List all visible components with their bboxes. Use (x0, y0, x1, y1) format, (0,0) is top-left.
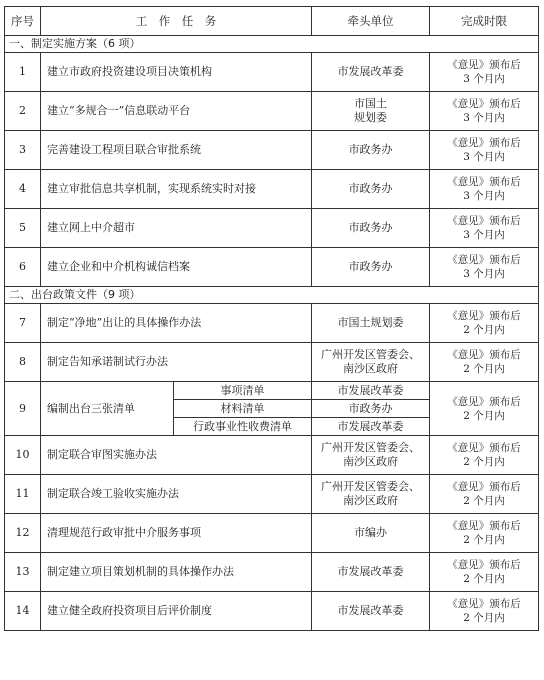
table-row (5, 436, 539, 475)
row-task: 建立“多规合一”信息联动平台 (41, 92, 312, 131)
row-no: 10 (5, 436, 41, 475)
row-no: 5 (5, 209, 41, 248)
row-no: 2 (5, 92, 41, 131)
row-no: 11 (5, 475, 41, 514)
table-row (5, 553, 539, 592)
row-unit: 广州开发区管委会、 南沙区政府 (312, 343, 430, 382)
header-unit: 牵头单位 (312, 7, 430, 36)
row-task: 制定告知承诺制试行办法 (41, 343, 312, 382)
row-unit: 市政务办 (312, 131, 430, 170)
row-no: 3 (5, 131, 41, 170)
row-task: 制定联合审图实施办法 (41, 436, 312, 475)
row-unit: 市政务办 (312, 248, 430, 287)
section-title-1: 一、制定实施方案（6 项） (5, 36, 539, 53)
row-deadline: 《意见》颁布后 2 个月内 (430, 382, 539, 436)
table-row (5, 343, 539, 382)
header-task: 工 作 任 务 (41, 7, 312, 36)
row-task: 建立审批信息共享机制，实现系统实时对接 (41, 170, 312, 209)
row-unit: 市编办 (312, 514, 430, 553)
row-task: 建立市政府投资建设项目决策机构 (41, 53, 312, 92)
row-no: 12 (5, 514, 41, 553)
row-no: 7 (5, 304, 41, 343)
row-task: 建立企业和中介机构诚信档案 (41, 248, 312, 287)
row-unit: 广州开发区管委会、 南沙区政府 (312, 475, 430, 514)
row-task: 制定建立项目策划机制的具体操作办法 (41, 553, 312, 592)
table-row (5, 170, 539, 209)
row-deadline: 《意见》颁布后 2 个月内 (430, 592, 539, 631)
row-task: 制定“净地”出让的具体操作办法 (41, 304, 312, 343)
row-no: 6 (5, 248, 41, 287)
table-row (5, 592, 539, 631)
sub-list-name: 行政事业性收费清单 (174, 418, 312, 436)
row-deadline: 《意见》颁布后 3 个月内 (430, 131, 539, 170)
row-unit: 广州开发区管委会、 南沙区政府 (312, 436, 430, 475)
row-no: 13 (5, 553, 41, 592)
row-no: 1 (5, 53, 41, 92)
table-row (5, 248, 539, 287)
row-unit: 市政务办 (312, 400, 430, 418)
table-row (5, 53, 539, 92)
row-deadline: 《意见》颁布后 3 个月内 (430, 209, 539, 248)
table-row (5, 382, 539, 400)
row-deadline: 《意见》颁布后 3 个月内 (430, 53, 539, 92)
sub-list-name: 材料清单 (174, 400, 312, 418)
task-table (4, 6, 539, 631)
row-deadline: 《意见》颁布后 2 个月内 (430, 343, 539, 382)
row-unit: 市国土 规划委 (312, 92, 430, 131)
row-no: 8 (5, 343, 41, 382)
row-unit: 市政务办 (312, 170, 430, 209)
row-deadline: 《意见》颁布后 2 个月内 (430, 514, 539, 553)
row-task: 建立网上中介超市 (41, 209, 312, 248)
row-deadline: 《意见》颁布后 3 个月内 (430, 248, 539, 287)
table-row (5, 209, 539, 248)
header-deadline: 完成时限 (430, 7, 539, 36)
table-row (5, 475, 539, 514)
row-deadline: 《意见》颁布后 2 个月内 (430, 304, 539, 343)
row-task: 编制出台三张清单 (41, 382, 174, 436)
row-deadline: 《意见》颁布后 2 个月内 (430, 475, 539, 514)
row-unit: 市发展改革委 (312, 418, 430, 436)
row-no: 14 (5, 592, 41, 631)
row-unit: 市发展改革委 (312, 382, 430, 400)
row-task: 完善建设工程项目联合审批系统 (41, 131, 312, 170)
sub-list-name: 事项清单 (174, 382, 312, 400)
row-deadline: 《意见》颁布后 3 个月内 (430, 170, 539, 209)
row-unit: 市发展改革委 (312, 592, 430, 631)
row-unit: 市发展改革委 (312, 53, 430, 92)
table-row (5, 92, 539, 131)
row-no: 9 (5, 382, 41, 436)
header-seq: 序号 (5, 7, 41, 36)
row-deadline: 《意见》颁布后 3 个月内 (430, 92, 539, 131)
row-unit: 市国土规划委 (312, 304, 430, 343)
row-task: 制定联合竣工验收实施办法 (41, 475, 312, 514)
section-title-2: 二、出台政策文件（9 项） (5, 287, 539, 304)
row-task: 建立健全政府投资项目后评价制度 (41, 592, 312, 631)
table-row (5, 514, 539, 553)
row-deadline: 《意见》颁布后 2 个月内 (430, 553, 539, 592)
table-row (5, 131, 539, 170)
row-task: 清理规范行政审批中介服务事项 (41, 514, 312, 553)
row-no: 4 (5, 170, 41, 209)
row-unit: 市发展改革委 (312, 553, 430, 592)
table-row (5, 304, 539, 343)
row-unit: 市政务办 (312, 209, 430, 248)
row-deadline: 《意见》颁布后 2 个月内 (430, 436, 539, 475)
